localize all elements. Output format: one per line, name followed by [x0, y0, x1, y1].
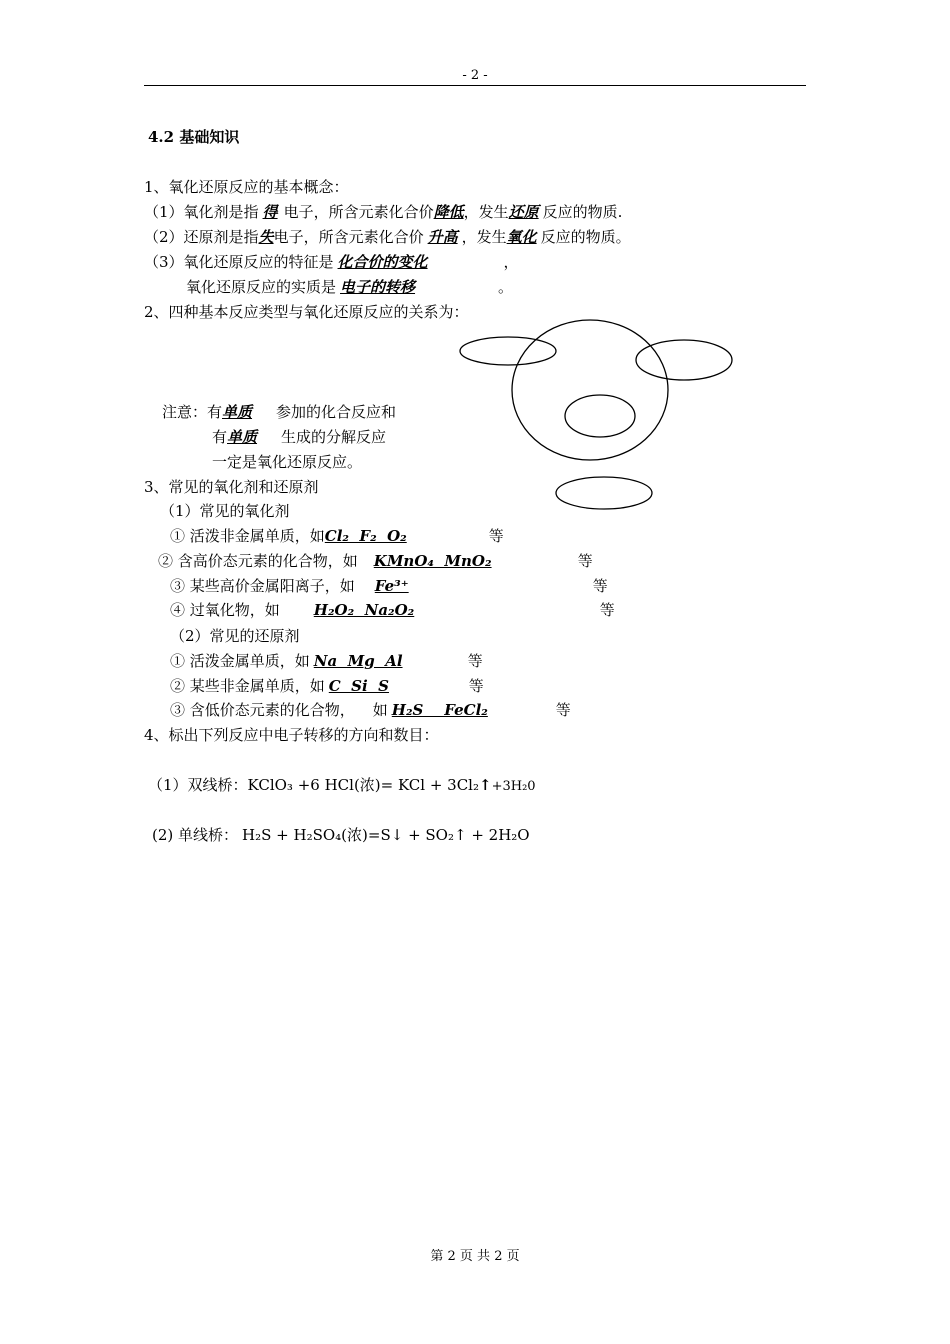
item1-line3 [144, 252, 519, 272]
reductants-heading: （2）常见的还原剂 [170, 627, 300, 645]
oxidant-line3 [170, 576, 608, 596]
answer-blank: 还原 [508, 203, 539, 221]
reductant-line2 [170, 676, 484, 696]
equation-double-bridge [148, 775, 536, 797]
text: 如 [372, 701, 388, 719]
text: （2）还原剂是指 [144, 228, 259, 246]
header-page-number: - 2 - [462, 68, 488, 83]
text: ， [503, 253, 519, 271]
answer-blank: 升高 [427, 228, 458, 246]
text: 氧化还原反应的实质是 [186, 278, 337, 296]
item1-heading: 1、氧化还原反应的基本概念： [144, 178, 349, 196]
equation-label: （1）双线桥： [148, 776, 248, 794]
text: （3）氧化还原反应的特征是 [144, 253, 334, 271]
item4-heading: 4、标出下列反应中电子转移的方向和数目： [144, 726, 439, 744]
text: 参加的化合反应和 [276, 403, 397, 421]
text: ，发生 [461, 228, 507, 246]
answer-blank: 电子的转移 [340, 278, 416, 296]
text: ④ 过氧化物，如 [170, 601, 280, 619]
text: 反应的物质. [542, 203, 623, 221]
item1-line2 [144, 227, 631, 247]
answer-blank: 降低 [433, 203, 464, 221]
answer-blank: C Si S [328, 677, 389, 695]
decomposition-ellipse [636, 340, 732, 380]
answer-blank: KMnO₄ MnO₂ [373, 552, 492, 570]
double-decomposition-ellipse [556, 477, 652, 509]
text: 等 [488, 527, 504, 545]
item1-line4 [186, 277, 513, 297]
oxidants-heading: （1）常见的氧化剂 [160, 502, 290, 520]
text: ① 活泼非金属单质，如 [170, 527, 325, 545]
answer-blank: 氧化 [506, 228, 537, 246]
gas-arrow: ↑ [479, 776, 492, 794]
equation-label: (2) 单线桥： [152, 826, 239, 844]
answer-blank: 得 [262, 203, 278, 221]
text: 有 [212, 428, 228, 446]
text: ，发生 [463, 203, 509, 221]
answer-blank: 单质 [227, 428, 258, 446]
oxidant-line4 [170, 600, 615, 620]
answer-blank: Cl₂ F₂ O₂ [324, 527, 407, 545]
item1-line1 [144, 202, 622, 222]
text: ② 含高价态元素的化合物，如 [158, 552, 358, 570]
text: ③ 某些高价金属阳离子，如 [170, 577, 355, 595]
reductant-line3 [170, 700, 571, 720]
note-line2 [212, 427, 386, 447]
text: ① 活泼金属单质，如 [170, 652, 310, 670]
text: 等 [592, 577, 608, 595]
answer-blank: H₂O₂ Na₂O₂ [313, 601, 415, 619]
displacement-ellipse [565, 395, 635, 437]
header-rule [144, 85, 806, 86]
equation-lhs: KClO₃ +6 HCl(浓)= KCl + 3Cl₂ [247, 776, 479, 794]
note-line1 [162, 402, 396, 422]
text: 反应的物质。 [540, 228, 631, 246]
oxidant-line1 [170, 526, 504, 546]
equation-text: H₂S + H₂SO₄(浓)=S↓ + SO₂↑ + 2H₂O [242, 826, 530, 844]
text: （1）氧化剂是指 [144, 203, 259, 221]
note-line3: 一定是氧化还原反应。 [212, 453, 363, 471]
text: 等 [555, 701, 571, 719]
text: 。 [498, 278, 514, 296]
equation-single-bridge [152, 825, 530, 845]
combination-ellipse [460, 337, 556, 365]
answer-blank: Na Mg Al [313, 652, 403, 670]
text: ② 某些非金属单质，如 [170, 677, 325, 695]
oxidant-line2 [158, 551, 593, 571]
section-title: 4.2 基础知识 [148, 128, 240, 146]
text: 生成的分解反应 [281, 428, 387, 446]
item3-heading: 3、常见的氧化剂和还原剂 [144, 478, 319, 496]
reductant-line1 [170, 651, 483, 671]
text: 注意：有 [162, 403, 223, 421]
footer-page-count: 第 2 页 共 2 页 [430, 1249, 520, 1264]
answer-blank: 失 [258, 228, 274, 246]
text: ③ 含低价态元素的化合物， [170, 701, 355, 719]
redox-circle [512, 320, 668, 460]
text: 等 [577, 552, 593, 570]
answer-blank: Fe³⁺ [374, 577, 409, 595]
text: 等 [599, 601, 615, 619]
text: 等 [468, 677, 484, 695]
text: 电子，所含元素化合价 [273, 228, 424, 246]
equation-rest: +3H₂0 [491, 779, 536, 794]
answer-blank: H₂S FeCl₂ [391, 701, 488, 719]
text: 电子，所含元素化合价 [283, 203, 434, 221]
text: 等 [467, 652, 483, 670]
answer-blank: 单质 [222, 403, 253, 421]
item2-heading: 2、四种基本反应类型与氧化还原反应的关系为： [144, 303, 469, 321]
answer-blank: 化合价的变化 [337, 253, 428, 271]
